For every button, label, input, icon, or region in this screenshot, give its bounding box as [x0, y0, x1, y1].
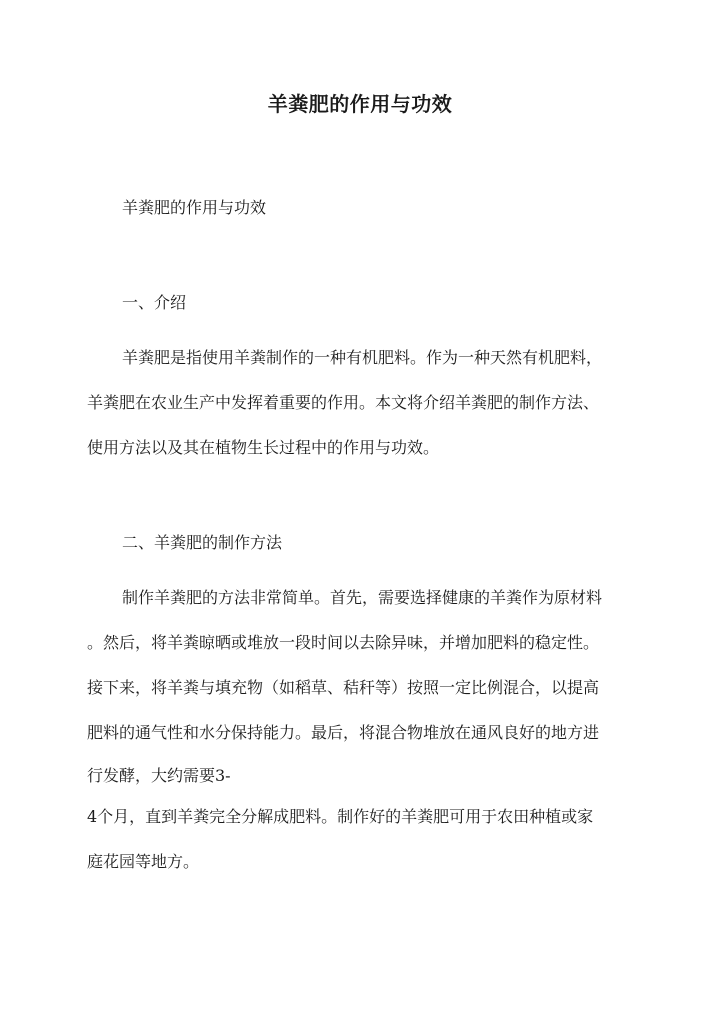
paragraph-line: 羊粪肥是指使用羊粪制作的一种有机肥料。作为一种天然有机肥料， [122, 348, 603, 367]
paragraph-line: 。然后，将羊粪晾晒或堆放一段时间以去除异味，并增加肥料的稳定性。 [87, 633, 600, 652]
paragraph-line: 羊粪肥在农业生产中发挥着重要的作用。本文将介绍羊粪肥的制作方法、 [87, 393, 600, 412]
paragraph-line: 使用方法以及其在植物生长过程中的作用与功效。 [87, 438, 440, 457]
paragraph-line: 行发酵，大约需要3- [87, 766, 231, 785]
paragraph-line: 肥料的通气性和水分保持能力。最后，将混合物堆放在通风良好的地方进 [87, 723, 600, 742]
document-subtitle: 羊粪肥的作用与功效 [122, 198, 267, 217]
section-heading-introduction: 一、介绍 [122, 293, 187, 312]
paragraph-line: 4个月，直到羊粪完全分解成肥料。制作好的羊粪肥可用于农田种植或家 [87, 807, 594, 826]
paragraph-line: 庭花园等地方。 [87, 852, 200, 871]
paragraph-line: 接下来，将羊粪与填充物（如稻草、秸秆等）按照一定比例混合，以提高 [87, 678, 600, 697]
section-heading-production-method: 二、羊粪肥的制作方法 [122, 533, 283, 552]
document-title: 羊粪肥的作用与功效 [267, 92, 453, 116]
paragraph-line: 制作羊粪肥的方法非常简单。首先，需要选择健康的羊粪作为原材料 [122, 588, 603, 607]
